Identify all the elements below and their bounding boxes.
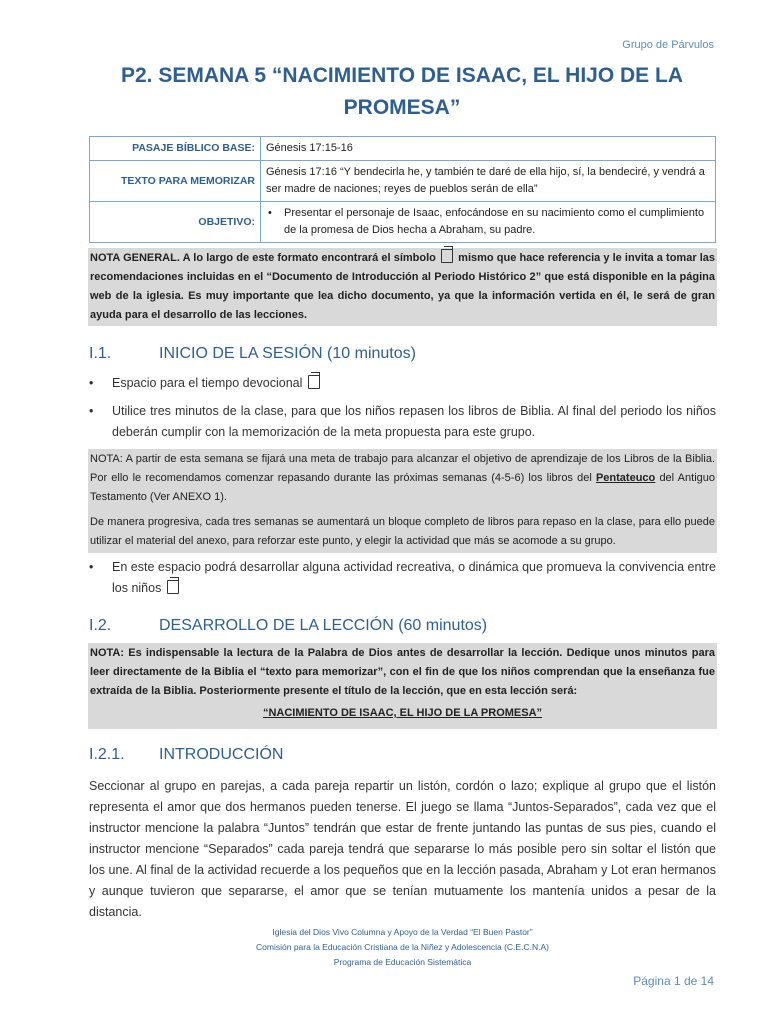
lesson-info-table (89, 136, 716, 243)
bullet-text: Utilice tres minutos de la clase, para que los niños repasen los libros de Biblia. Al final del periodo los niños deberán cumplir con la memorización de la meta propuesta para este grupo. (112, 404, 716, 439)
nota-progresiva-text: De manera progresiva, cada tres semanas se aumentará un bloque completo de libros para repaso en la clase, para ello puede utilizar el material del anexo, para reforzar este punto, y elegir la actividad que más se acomode a su grupo. (90, 516, 715, 547)
texto-label: TEXTO PARA MEMORIZAR (90, 161, 261, 202)
objetivo-label: OBJETIVO: (90, 202, 261, 243)
objetivo-cell (261, 202, 716, 243)
section-number: I.2.1. (89, 746, 125, 763)
header-group-name: Grupo de Párvulos (622, 39, 714, 51)
nota-libros-text-a: NOTA: A partir de esta semana se fijará una meta de trabajo para alcanzar el objetivo de aprendizaje de los Libros de la Biblia. Por ello le recomendamos comenzar repasando durante las próximas semanas (4-5-6) los libros del (90, 453, 715, 484)
texto-value: Génesis 17:16 “Y bendecirla he, y también te daré de ella hijo, sí, la bendeciré, y vendrá a ser madre de naciones; reyes de pueblos serán de ella” (261, 161, 716, 202)
pasaje-value: Génesis 17:15-16 (261, 137, 716, 161)
introduccion-paragraph: Seccionar al grupo en parejas, a cada pareja repartir un listón, cordón o lazo; explique al grupo que el listón representa el amor que dos hermanos pueden tenerse. El juego se llama “Juntos-Separados”, cada vez que el instructor mencione la palabra “Juntos” tendrán que estar de frente juntando las puntas de sus pies, cuando el instructor mencione “Separados” cada pareja tendrá que separarse lo más posible pero sin soltar el listón que los une. Al final de la actividad recuerde a los pequeños que en la lección pasada, Abraham y Lot eran hermanos y aunque tuvieron que separarse, el amor que se tenían mutuamente los mantenía unidos a pesar de la distancia. (89, 779, 716, 919)
footer-line-3: Programa de Educación Sistemática (333, 957, 472, 967)
table-row (90, 161, 716, 202)
document-icon (308, 375, 320, 389)
section-number: I.2. (89, 617, 112, 634)
nota-lectura-box (88, 643, 717, 729)
nota-general-text-a: NOTA GENERAL. A lo largo de este formato encontrará el símbolo (90, 252, 436, 264)
table-row (90, 202, 716, 243)
list-item (89, 373, 716, 394)
section-number: I.1. (89, 345, 112, 362)
section-heading-inicio (89, 345, 416, 363)
list-item (89, 557, 716, 599)
section-title: DESARROLLO DE LA LECCIÓN (60 minutos) (159, 617, 488, 634)
bullet-icon: • (89, 376, 94, 390)
nota-lectura-text: NOTA: Es indispensable la lectura de la Palabra de Dios antes de desarrollar la lección. Dedique unos minutos para leer directamente de la Biblia el “texto para memorizar”, con el fin de que los niños comprendan que la enseñanza fue extraída de la Biblia. Posteriormente presente el título de la lección, que en esta lección será: (90, 647, 715, 697)
bullet-icon: • (268, 207, 272, 219)
bullet-text: En este espacio podrá desarrollar alguna actividad recreativa, o dinámica que promueva la convivencia entre los niños (112, 560, 716, 595)
section-title: INICIO DE LA SESIÓN (10 minutos) (159, 345, 416, 362)
lesson-title: “NACIMIENTO DE ISAAC, EL HIJO DE LA PROMESA” (262, 707, 543, 719)
pasaje-label: PASAJE BÍBLICO BASE: (90, 137, 261, 161)
nota-libros-box (88, 449, 717, 553)
page-number: Página 1 de 14 (633, 974, 714, 988)
section-heading-introduccion (89, 746, 283, 764)
objetivo-value: Presentar el personaje de Isaac, enfocándose en su nacimiento como el cumplimiento de la promesa de Dios hecha a Abraham, su padre. (284, 207, 705, 236)
table-row (90, 137, 716, 161)
list-item (89, 401, 716, 443)
footer-line-1: Iglesia del Dios Vivo Columna y Apoyo de la Verdad “El Buen Pastor” (272, 927, 533, 937)
document-icon (167, 580, 179, 594)
section-heading-desarrollo (89, 617, 487, 635)
document-icon (441, 249, 453, 263)
nota-general-box (88, 248, 717, 326)
nota-general-text-b: mismo que hace referencia y le invita a tomar las recomendaciones incluidas en el “Documento de Introducción al Periodo Histórico 2” que está disponible en la página web de la iglesia. Es muy importante que lea dicho documento, ya que la información vertida en él, le será de gran ayuda para el desarrollo de las lecciones. (90, 252, 716, 321)
footer-line-2: Comisión para la Educación Cristiana de la Niñez y Adolescencia (C.E.C.N.A) (256, 942, 549, 952)
section-title: INTRODUCCIÓN (159, 746, 284, 763)
page-title: P2. SEMANA 5 “NACIMIENTO DE ISAAC, EL HIJO DE LA PROMESA” (120, 64, 684, 119)
bullet-icon: • (89, 404, 94, 418)
bullet-text: Espacio para el tiempo devocional (112, 376, 303, 390)
nota-libros-text-b: del Antiguo Testamento (Ver ANEXO 1). (90, 472, 715, 503)
pentateuco-keyword: Pentateuco (595, 472, 656, 484)
footer (89, 925, 716, 970)
bullet-icon: • (89, 560, 94, 574)
